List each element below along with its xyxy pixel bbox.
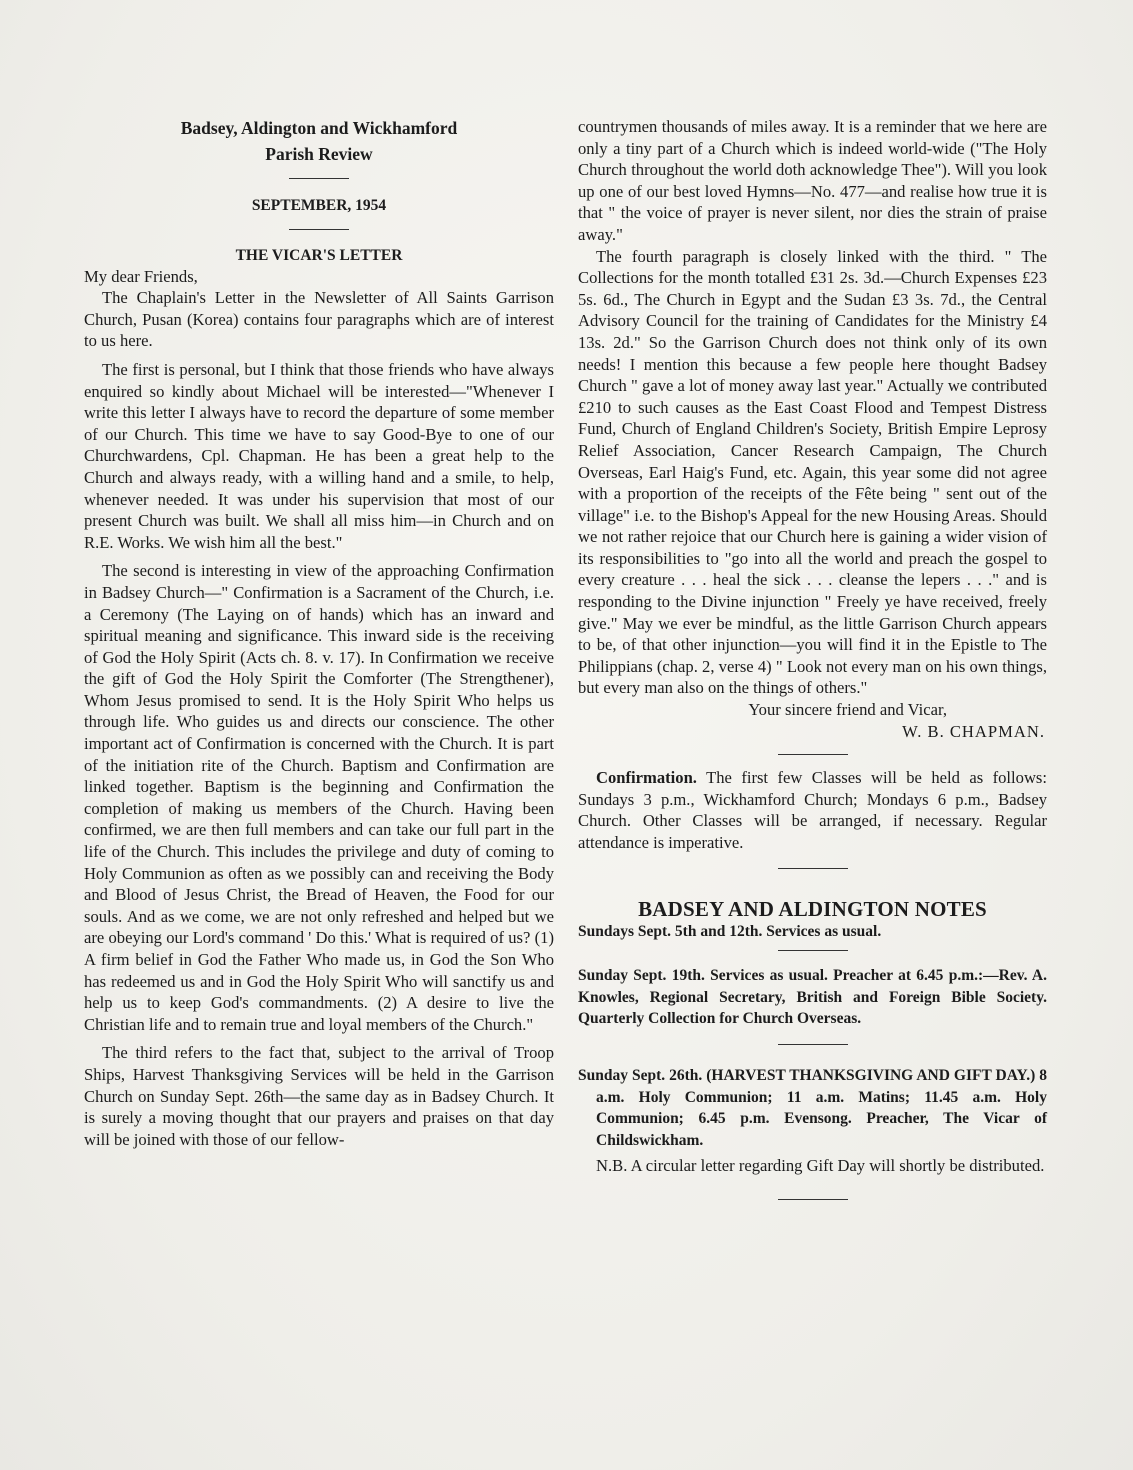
masthead-title: Badsey, Aldington and Wickhamford	[180, 118, 458, 138]
divider	[289, 229, 349, 230]
left-column	[84, 116, 554, 1150]
letter-signoff: Your sincere friend and Vicar,	[748, 700, 947, 720]
notes-entry: Sunday Sept. 26th. (HARVEST THANKSGIVING AND GIFT DAY.) 8 a.m. Holy Communion; 11 a.m. Matins; 11.45 a.m. Holy Communion; 6.45 p.m. Evensong. Preacher, The Vicar of Childswickham.	[578, 1066, 1047, 1149]
letter-signature: W. B. CHAPMAN.	[902, 721, 1045, 741]
letter-paragraph: The third refers to the fact that, subject to the arrival of Troop Ships, Harvest Thanksgiving Services will be held in the Garrison Church on Sunday Sept. 26th—the same day as in Badsey Church. It is surely a moving thought that our prayers and praises on that day will be joined with those of our fellow-	[84, 1043, 554, 1149]
notes-entry: Sundays Sept. 5th and 12th. Services as usual.	[578, 922, 882, 940]
confirmation-notice	[578, 767, 1047, 853]
divider	[289, 178, 349, 179]
letter-paragraph: The first is personal, but I think that those friends who have always enquired so kindly about Michael will be interested—"Whenever I write this letter I always have to record the departure of some member of our Church. This time we have to say Good-Bye to one of our Churchwardens, Cpl. Chapman. He has been a great help to the Church and always ready, with a willing hand and a smile, to help, whenever needed. It was under his supervision that most of our present Church was built. We shall all miss him—in Church and on R.E. Works. We wish him all the best."	[84, 359, 554, 552]
confirmation-text: The first few Classes will be held as follows: Sundays 3 p.m., Wickhamford Church; Mondays 6 p.m., Badsey Church. Other Classes will be arranged, if necessary. Regular attendance is imperative.	[578, 768, 1047, 852]
divider	[778, 950, 848, 951]
issue-date: SEPTEMBER, 1954	[251, 197, 387, 214]
confirmation-label: Confirmation.	[596, 768, 697, 788]
letter-continuation: countrymen thousands of miles away. It is a reminder that we here are only a tiny part of a Church which is indeed world-wide ("The Holy Church throughout the world doth acknowledge Thee"). Will you look up one of our best loved Hymns—No. 477—and realise how true it is that " the voice of prayer is never silent, nor dies the strain of praise away."	[578, 117, 1047, 244]
notes-footnote: N.B. A circular letter regarding Gift Day will shortly be distributed.	[596, 1156, 1045, 1176]
section-heading-notes: BADSEY AND ALDINGTON NOTES	[638, 896, 987, 921]
letter-greeting: My dear Friends,	[84, 266, 198, 286]
divider	[778, 754, 848, 755]
right-column	[578, 116, 1047, 1220]
letter-paragraph: The fourth paragraph is closely linked with the third. " The Collections for the month totalled £31 2s. 3d.—Church Expenses £23 5s. 6d., The Church in Egypt and the Sudan £3 3s. 7d., the Central Advisory Council for the training of Candidates for the Ministry £4 13s. 2d." So the Garrison Church does not think only of its own needs! I mention this because a few people here thought Badsey Church " gave a lot of money away last year." Actually we contributed £210 to such causes as the East Coast Flood and Tempest Distress Fund, Church of England Children's Society, British Empire Leprosy Relief Association, Cancer Research Campaign, The Church Overseas, Earl Haig's Fund, etc. Again, this year some did not agree with a proportion of the receipts of the Fête being " sent out of the village" i.e. to the Bishop's Appeal for the new Housing Areas. Should we not rather rejoice that our Church here is gaining a wider vision of its responsibilities to "go into all the world and preach the gospel to every creature . . . heal the sick . . . cleanse the lepers . . ." and is responding to the Divine injunction " Freely ye have received, freely give." May we ever be mindful, as the little Garrison Church appears to be, of that other injunction—you will find it in the Epistle to The Philippians (chap. 2, verse 4) " Look not every man on his own things, but every man also on the things of others."	[578, 246, 1047, 698]
letter-paragraph: The Chaplain's Letter in the Newsletter of All Saints Garrison Church, Pusan (Korea) contains four paragraphs which are of interest to us here.	[84, 288, 554, 351]
divider	[778, 868, 848, 869]
divider	[778, 1199, 848, 1200]
masthead-subtitle: Parish Review	[265, 144, 373, 164]
notes-entry: Sunday Sept. 19th. Services as usual. Preacher at 6.45 p.m.:—Rev. A. Knowles, Regional Secretary, British and Foreign Bible Society. Quarterly Collection for Church Overseas.	[578, 967, 1047, 1028]
section-heading-vicars-letter: THE VICAR'S LETTER	[235, 246, 403, 264]
letter-paragraph: The second is interesting in view of the approaching Confirmation in Badsey Church—" Confirmation is a Sacrament of the Church, i.e. a Ceremony (The Laying on of hands) which has an inward and spiritual meaning and significance. This inward side is the receiving of God the Holy Spirit (Acts ch. 8. v. 17). In Confirmation we receive the gift of God the Holy Spirit the Comforter (The Strengthener), Whom Jesus promised to send. It is the Holy Spirit Who helps us through life. Who guides us and directs our conscience. The other important act of Confirmation is concerned with the Church. It is part of the initiation rite of the Church. Baptism and Confirmation are linked together. Baptism is the beginning and Confirmation the completion of making us members of the Church. Having been confirmed, we are then full members and can take our full part in the life of the Church. This includes the privilege and duty of coming to Holy Communion as often as we possibly can and receiving the Body and Blood of Jesus Christ, the Bread of Heaven, the Food for our souls. And as we come, we are not only refreshed and helped but we are obeying our Lord's command ' Do this.' What is required of us? (1) A firm belief in God the Father Who made us, in God the Son Who has redeemed us and in God the Holy Spirit Who will sanctify us and help us to keep God's commandments. (2) A desire to live the Christian life and to remain true and loyal members of the Church."	[84, 561, 554, 1034]
divider	[778, 1044, 848, 1045]
